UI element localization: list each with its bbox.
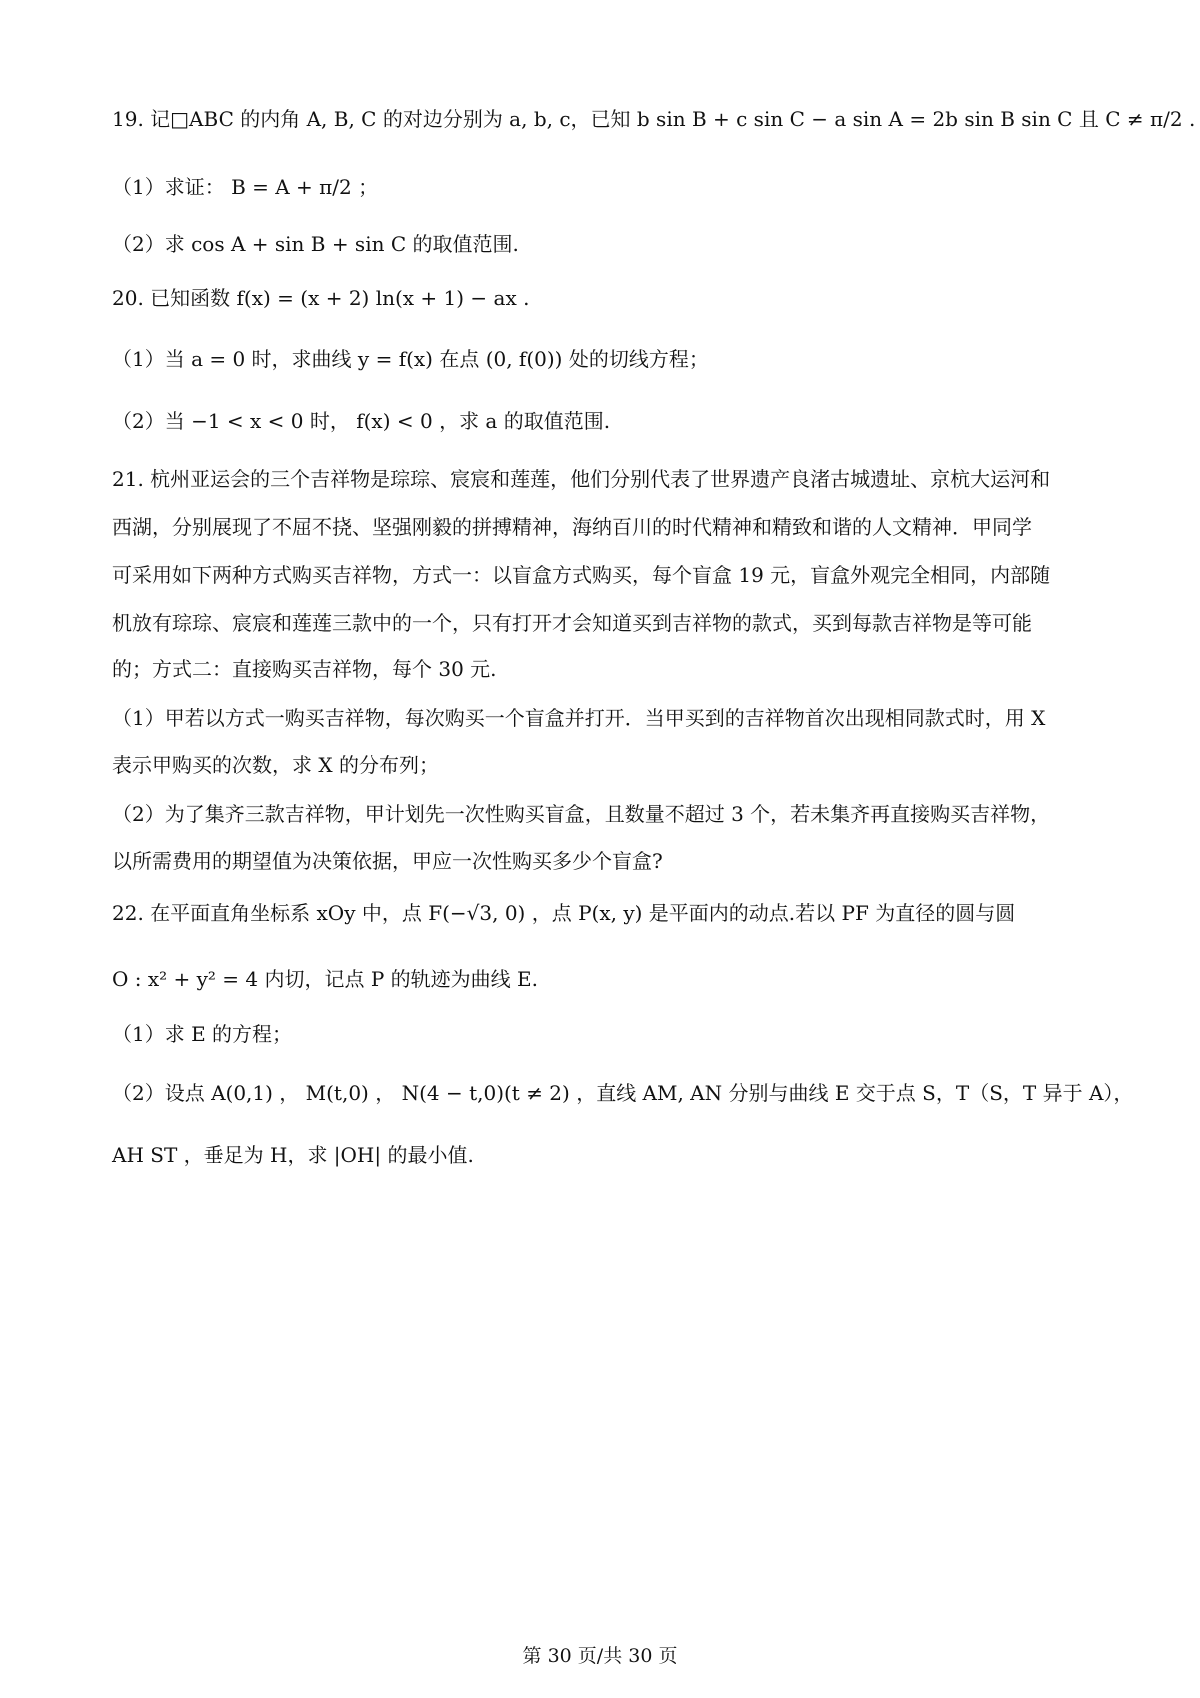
problem-21-part-2-line-1: （2）为了集齐三款吉祥物，甲计划先一次性购买盲盒，且数量不超过 3 个，若未集齐再直接购买吉祥物， [112,802,1051,826]
problem-22-stem-line-2: O : x² + y² = 4 内切，记点 P 的轨迹为曲线 E. [112,967,538,991]
page-footer: 第 30 页/共 30 页 [522,1645,678,1667]
problem-21-stem-line-3: 可采用如下两种方式购买吉祥物，方式一：以盲盒方式购买，每个盲盒 19 元，盲盒外观完全相同，内部随 [112,563,1051,587]
problem-19-part-2: （2）求 cos A + sin B + sin C 的取值范围. [112,232,519,256]
problem-21-part-1-line-1: （1）甲若以方式一购买吉祥物，每次购买一个盲盒并打开．当甲买到的吉祥物首次出现相同款式时，用 X [112,706,1046,730]
problem-21-part-1-line-2: 表示甲购买的次数，求 X 的分布列； [112,753,439,777]
problem-21-part-2-line-2: 以所需费用的期望值为决策依据，甲应一次性购买多少个盲盒? [112,849,663,873]
problem-19-stem: 19. 记□ABC 的内角 A, B, C 的对边分别为 a, b, c，已知 b sin B + c sin C − a sin A = 2b sin B sin C 且 C ≠ π/2 . [112,107,1196,131]
problem-22-part-2-line-2: AH ST ，垂足为 H，求 |OH| 的最小值. [112,1143,474,1167]
problem-20-part-1: （1）当 a = 0 时，求曲线 y = f(x) 在点 (0, f(0)) 处的切线方程； [112,347,709,371]
problem-21-stem-line-4: 机放有琮琮、宸宸和莲莲三款中的一个，只有打开才会知道买到吉祥物的款式，买到每款吉祥物是等可能 [112,611,1032,635]
problem-19-part-1: （1）求证： B = A + π/2 ； [112,175,379,199]
problem-22-part-1: （1）求 E 的方程； [112,1022,293,1046]
problem-20-stem: 20. 已知函数 f(x) = (x + 2) ln(x + 1) − ax . [112,286,530,310]
problem-22-stem-line-1: 22. 在平面直角坐标系 xOy 中，点 F(−√3, 0) ，点 P(x, y) 是平面内的动点.若以 PF 为直径的圆与圆 [112,901,1016,925]
problem-21-stem-line-2: 西湖，分别展现了不屈不挠、坚强刚毅的拼搏精神，海纳百川的时代精神和精致和谐的人文精神．甲同学 [112,515,1032,539]
problem-21-stem-line-1: 21. 杭州亚运会的三个吉祥物是琮琮、宸宸和莲莲，他们分别代表了世界遗产良渚古城遗址、京杭大运河和 [112,467,1051,491]
problem-22-part-2-line-1: （2）设点 A(0,1) ， M(t,0) ， N(4 − t,0)(t ≠ 2) ，直线 AM, AN 分别与曲线 E 交于点 S，T（S，T 异于 A）， [112,1081,1134,1105]
problem-20-part-2: （2）当 −1 < x < 0 时， f(x) < 0 ，求 a 的取值范围. [112,409,611,433]
problem-21-stem-line-5: 的；方式二：直接购买吉祥物，每个 30 元. [112,657,497,681]
